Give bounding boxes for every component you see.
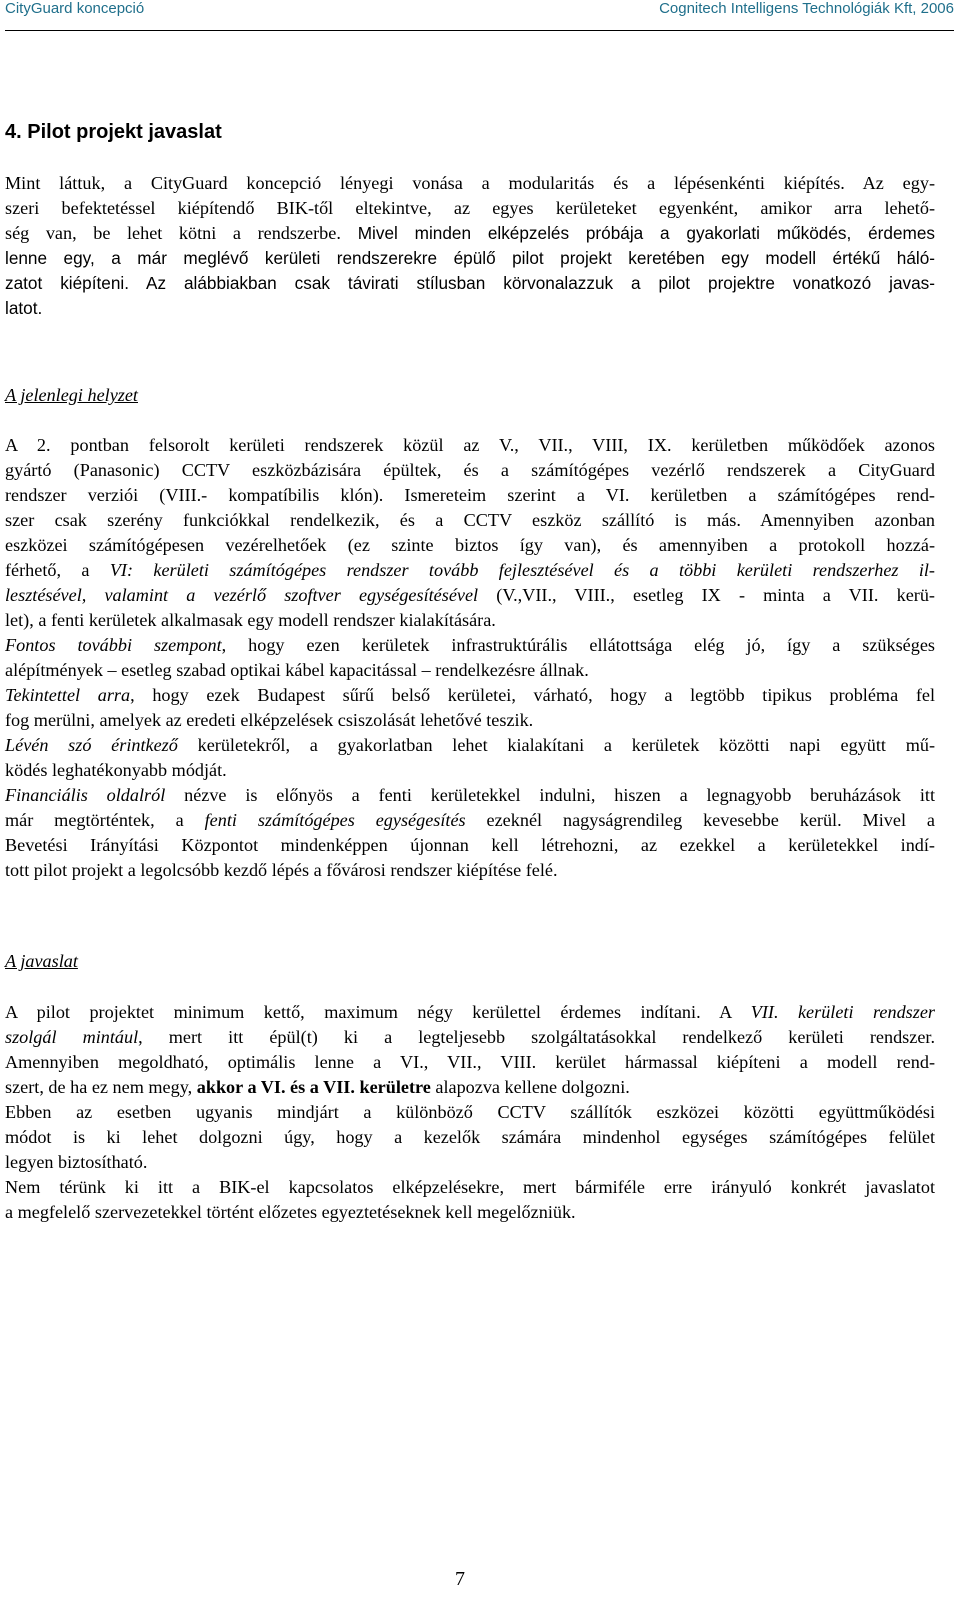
text-line xyxy=(5,808,935,833)
header-left-title: CityGuard koncepció xyxy=(5,0,145,17)
page-header xyxy=(5,0,954,31)
text-line: legyen biztosítható. xyxy=(5,1152,148,1172)
text-line: szer csak szerény funkciókkal rendelkezik, és a CCTV eszköz szállító is más. Amennyiben azonban xyxy=(5,510,935,530)
text-fragment: (V.,VII., VIII., esetleg IX - minta a VII. kerü- xyxy=(478,585,935,605)
text-line: fog merülni, amelyek az eredeti elképzelések csiszolását lehetővé teszik. xyxy=(5,710,534,730)
text-line: A 2. pontban felsorolt kerületi rendszerek közül az V., VII., VIII, IX. kerületben működőek azonos xyxy=(5,435,935,455)
italic-text: Financiális oldalról xyxy=(5,785,166,805)
italic-text: fenti számítógépes egységesítés xyxy=(204,810,466,830)
text-line: a megfelelő szervezetekkel történt előzetes egyeztetéseknek kell megelőzniük. xyxy=(5,1202,576,1222)
text-line: tott pilot projekt a legolcsóbb kezdő lépés a fővárosi rendszer kiépítése felé. xyxy=(5,860,558,880)
text-line xyxy=(5,558,935,583)
text-line xyxy=(5,1025,935,1050)
text-fragment: ezeknél nagyságrendileg kevesebbe kerül. Mivel a xyxy=(465,810,935,830)
text-fragment: alapozva kellene dolgozni. xyxy=(430,1077,630,1097)
text-fragment: kerületekről, a gyakorlatban lehet kialakítani a kerületek közötti napi együtt mű- xyxy=(177,735,936,755)
text-line: Ebben az esetben ugyanis mindjárt a különböző CCTV szállítók eszközei közötti együttműködési xyxy=(5,1102,935,1122)
text-line xyxy=(5,221,935,246)
text-line: Bevetési Irányítási Központot mindenképpen újonnan kell létrehozni, az ezekkel a kerületekkel indí- xyxy=(5,835,935,855)
text-line xyxy=(5,1075,935,1100)
text-line: rendszer verziói (VIII.- kompatíbilis klón). Ismereteim szerint a VI. kerületben a számítógépes rend- xyxy=(5,485,935,505)
text-line xyxy=(5,733,935,758)
page-number: 7 xyxy=(455,1568,465,1590)
text-fragment: ség van, be lehet kötni a rendszerbe. xyxy=(5,223,341,243)
text-line: eszközei számítógépesen vezérelhetőek (ez szinte biztos így van), és amennyiben a protokoll hozzá- xyxy=(5,535,935,555)
text-fragment: már megtörténtek, a xyxy=(5,810,205,830)
text-fragment: Mivel minden elképzelés próbája a gyakorlati működés, érdemes xyxy=(357,223,935,243)
text-line xyxy=(5,683,935,708)
text-line: Nem térünk ki itt a BIK-el kapcsolatos elképzelésekre, mert bármiféle erre irányuló konkrét javaslatot xyxy=(5,1177,935,1197)
text-line: Amennyiben megoldható, optimális lenne a VI., VII., VIII. kerület hármassal kiépíteni a modell rend- xyxy=(5,1052,935,1072)
heading-current-situation xyxy=(5,383,935,408)
italic-text: Tekintettel arra xyxy=(5,685,131,705)
text-line xyxy=(5,583,935,608)
text-fragment: nézve is előnyös a fenti kerületekkel indulni, hiszen a legnagyobb beruházások itt xyxy=(165,785,935,805)
text-fragment: , hogy ezek Budapest sűrű belső kerületei, várható, hogy a legtöbb tipikus probléma fel xyxy=(130,685,935,705)
italic-text: VII. kerületi rendszer xyxy=(750,1002,935,1022)
italic-text: lesztésével, valamint a vezérlő szoftver egységesítésével xyxy=(5,585,479,605)
current-situation-section xyxy=(5,433,935,883)
text-line: szeri befektetéssel kiépítendő BIK-től eltekintve, az egyes kerületeket egyenként, amikor arra lehető- xyxy=(5,198,935,218)
header-right-company: Cognitech Intelligens Technológiák Kft, 2006 xyxy=(659,0,954,17)
text-line: latot. xyxy=(5,298,43,318)
text-fragment: férhető, a xyxy=(5,560,110,580)
bold-text: akkor a VI. és a VII. kerületre xyxy=(196,1077,431,1097)
text-line: ködés leghatékonyabb módját. xyxy=(5,760,227,780)
text-fragment: , mert itt épül(t) ki a legteljesebb szolgáltatásokkal rendelkező kerületi rendszer. xyxy=(138,1027,935,1047)
text-line: zatot kiépíteni. Az alábbiakban csak távirati stílusban körvonalazzuk a pilot projektre vonatkozó javas- xyxy=(5,273,935,293)
text-line xyxy=(5,783,935,808)
text-line: módot is ki lehet dolgozni úgy, hogy a kezelők számára mindenhol egységes számítógépes felület xyxy=(5,1127,935,1147)
text-line: let), a fenti kerületek alkalmasak egy modell rendszer kialakítására. xyxy=(5,610,496,630)
text-fragment: A pilot projektet minimum kettő, maximum négy kerülettel érdemes indítani. A xyxy=(5,1002,751,1022)
section-title: 4. Pilot projekt javaslat xyxy=(5,121,222,143)
text-line: gyártó (Panasonic) CCTV eszközbázisára épültek, és a számítógépes vezérlő rendszerek a CityGuard xyxy=(5,460,935,480)
intro-paragraph xyxy=(5,171,935,321)
italic-text: VI: kerületi számítógépes rendszer tovább fejlesztésével és a többi kerületi rendszerhez il- xyxy=(109,560,935,580)
subheading-current: A jelenlegi helyzet xyxy=(5,385,138,405)
heading-proposal xyxy=(5,949,935,974)
text-fragment: szert, de ha ez nem megy, xyxy=(5,1077,197,1097)
subheading-proposal: A javaslat xyxy=(5,951,78,971)
text-line: lenne egy, a már meglévő kerületi rendszerekre épülő pilot projekt keretében egy modell értékű háló- xyxy=(5,248,935,268)
italic-text: szolgál mintául xyxy=(5,1027,139,1047)
text-line: Mint láttuk, a CityGuard koncepció lényegi vonása a modularitás és a lépésenkénti kiépítés. Az egy- xyxy=(5,173,935,193)
italic-text: Lévén szó érintkező xyxy=(5,735,178,755)
italic-text: Fontos további szempont xyxy=(5,635,222,655)
text-line xyxy=(5,1000,935,1025)
text-line xyxy=(5,633,935,658)
text-line: alépítmények – esetleg szabad optikai kábel kapacitással – rendelkezésre állnak. xyxy=(5,660,589,680)
text-fragment: , hogy ezen kerületek infrastruktúrális ellátottsága elég jó, így a szükséges xyxy=(221,635,935,655)
proposal-section xyxy=(5,1000,935,1225)
